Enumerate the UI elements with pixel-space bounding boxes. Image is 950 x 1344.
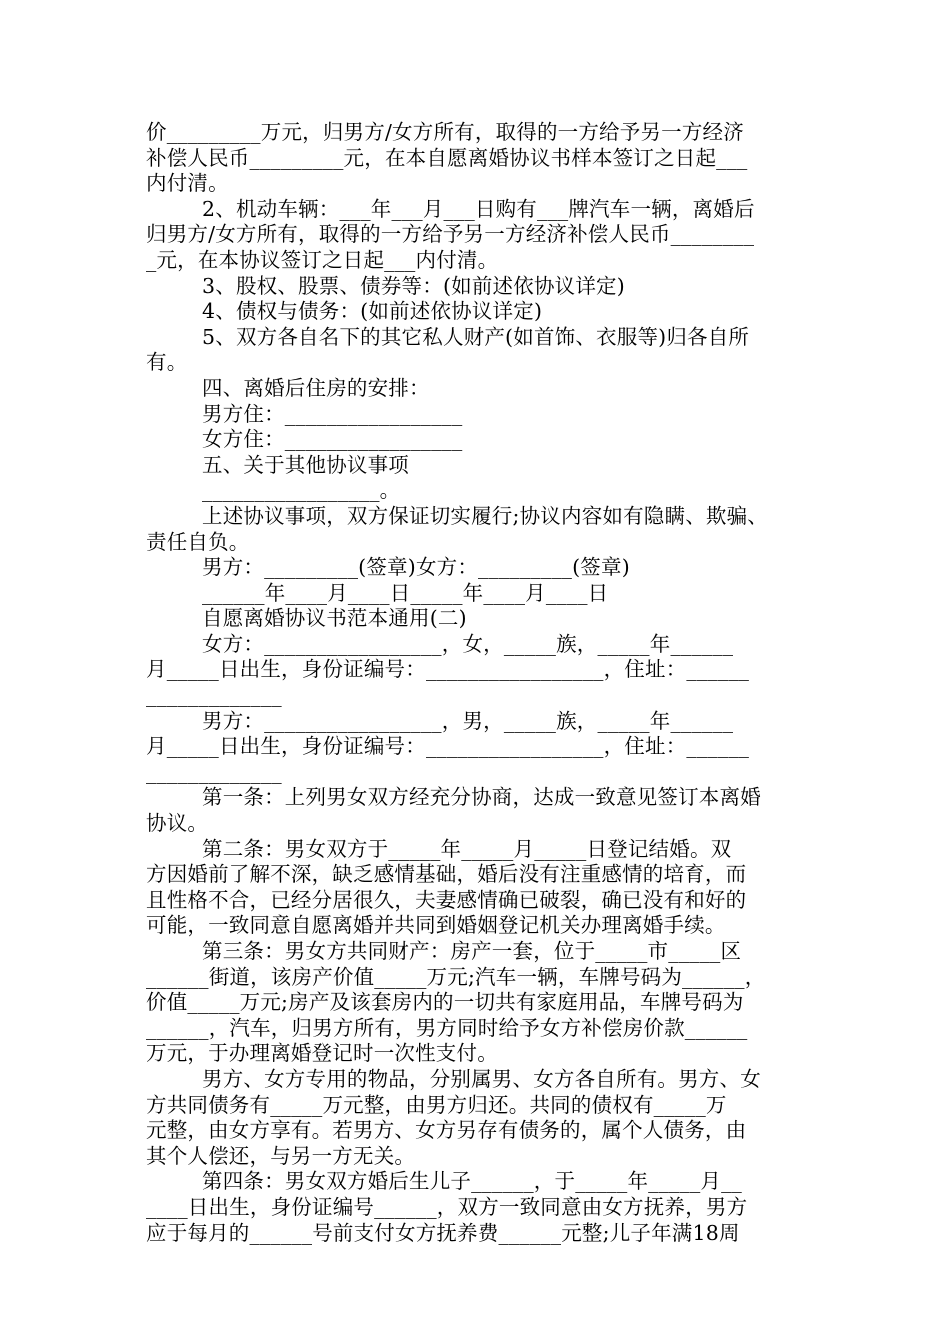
text-line: 第二条：男女双方于_____年_____月_____日登记结婚。双 [202, 836, 732, 861]
text-line: 价值_____万元;房产及该套房内的一切共有家庭用品，车牌号码为 [146, 990, 744, 1015]
text-line: 应于每月的______号前支付女方抚养费______元整;儿子年满18周 [146, 1220, 740, 1245]
text-line: 五、关于其他协议事项 [202, 452, 409, 477]
text-line: _____________ [146, 759, 282, 784]
text-line: 第三条：男女方共同财产：房产一套，位于_____市_____区 [202, 939, 742, 963]
text-line: 男方：_________(签章)女方：_________(签章) [202, 555, 630, 580]
text-line: 4、债权与债务：(如前述依协议详定) [202, 299, 543, 324]
text-line: 责任自负。 [146, 529, 250, 554]
text-line: 3、股权、股票、债券等：(如前述依协议详定) [202, 273, 625, 298]
document-page [146, 120, 809, 1246]
text-line: 方因婚前了解不深，缺乏感情基础，婚后没有注重感情的培育，而 [146, 862, 747, 887]
text-line: 归男方/女方所有，取得的一方给予另一方经济补偿人民币________ [146, 222, 755, 247]
text-line: 四、离婚后住房的安排： [202, 375, 430, 400]
text-line: 内付清。 [146, 171, 229, 196]
text-line: 女方住：_________________ [202, 427, 463, 452]
text-line: 上述协议事项，双方保证切实履行;协议内容如有隐瞒、欺骗、 [202, 503, 769, 528]
text-line: 可能，一致同意自愿离婚并共同到婚姻登记机关办理离婚手续。 [146, 913, 726, 938]
text-line: 价_________万元，归男方/女方所有，取得的一方给予另一方经济 [146, 120, 744, 144]
text-line: ______街道，该房产价值_____万元;汽车一辆，车牌号码为______， [146, 964, 766, 989]
text-line: 有。 [146, 350, 188, 375]
text-line: _元，在本协议签订之日起___内付清。 [146, 247, 499, 272]
text-line: 元整，由女方享有。若男方、女方另存有债务的，属个人债务，由 [146, 1118, 747, 1143]
text-line: ______年____月____日_____年____月____日 [202, 580, 609, 605]
text-line: 月_____日出生，身份证编号：_________________，住址：______ [146, 734, 750, 759]
text-line: 且性格不合，已经分居很久，夫妻感情确已破裂，确已没有和好的 [146, 887, 747, 912]
text-line: 协议。 [146, 811, 209, 836]
text-line: _________________。 [202, 478, 401, 503]
text-line: 第四条：男女双方婚后生儿子______，于_____年_____月__ [202, 1169, 742, 1194]
text-line: 2、机动车辆：___年___月___日购有___牌汽车一辆，离婚后 [202, 196, 755, 221]
text-line: 5、双方各自名下的其它私人财产(如首饰、衣服等)归各自所 [202, 324, 750, 349]
text-line: 男方住：_________________ [202, 401, 463, 426]
text-line: 其个人偿还，与另一方无关。 [146, 1143, 416, 1168]
text-line: 补偿人民币_________元，在本自愿离婚协议书样本签订之日起___ [146, 145, 748, 170]
text-line: 方共同债务有_____万元整，由男方归还。共同的债权有_____万 [146, 1092, 727, 1117]
text-line: ______，汽车，归男方所有，男方同时给予女方补偿房价款______ [146, 1015, 748, 1040]
text-line: 女方：_________________，女，_____族，_____年______ [202, 631, 734, 656]
text-line: 第一条：上列男女双方经充分协商，达成一致意见签订本离婚 [202, 785, 761, 810]
text-line: ____日出生，身份证编号______，双方一致同意由女方抚养，男方 [146, 1194, 748, 1219]
text-line: 月_____日出生，身份证编号：_________________，住址：______ [146, 657, 750, 682]
text-line: 男方：_________________，男，_____族，_____年______ [202, 708, 734, 733]
text-line: 万元，于办理离婚登记时一次性支付。 [146, 1041, 498, 1066]
text-line: _____________ [146, 683, 282, 708]
text-line: 男方、女方专用的物品，分别属男、女方各自所有。男方、女 [202, 1066, 761, 1091]
text-line: 自愿离婚协议书范本通用(二) [202, 606, 467, 631]
